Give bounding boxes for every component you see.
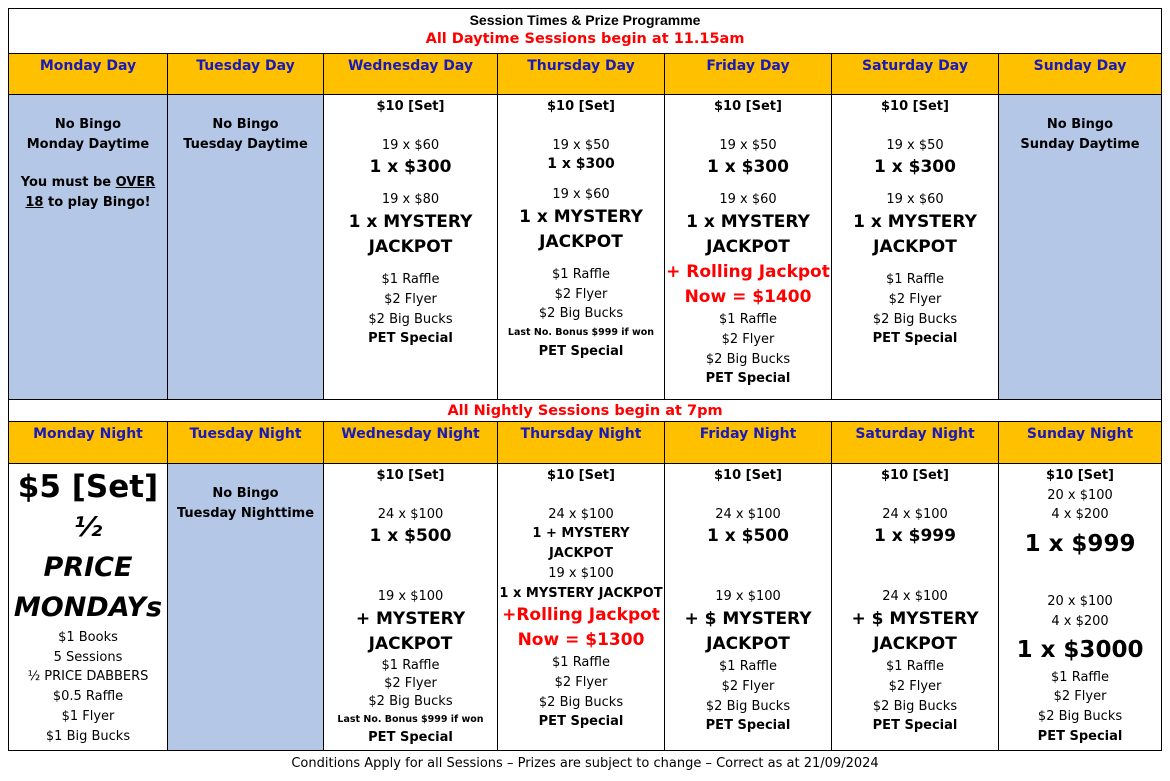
set-price: $10 [Set] (881, 468, 949, 483)
prize-line: 20 x $100 (1047, 487, 1113, 503)
big-bucks: $2 Big Bucks (1037, 708, 1123, 724)
big-bucks: $2 Big Bucks (705, 698, 791, 714)
no-bingo-label: No Bingo (212, 486, 279, 501)
closed-session-label: Tuesday Daytime (183, 136, 308, 152)
cell-monday-night (9, 464, 168, 751)
main-prize: 1 x $500 (707, 526, 789, 547)
header-wednesday-night: Wednesday Night (324, 422, 498, 464)
flyer: $2 Flyer (384, 676, 437, 692)
main-prize: 1 x $300 (874, 157, 956, 178)
cell-sunday-night (999, 464, 1162, 751)
main-prize: 1 x $999 (874, 526, 956, 547)
closed-session-label: Tuesday Nighttime (176, 505, 315, 521)
big-bucks: $2 Big Bucks (872, 311, 958, 327)
flyer: $2 Flyer (721, 678, 775, 694)
raffle: $1 Raffle (719, 312, 777, 328)
raffle: $1 Raffle (886, 272, 944, 288)
set-price: $10 [Set] (547, 468, 615, 483)
big-bucks: $2 Big Bucks (538, 694, 624, 710)
jackpot-line1: + MYSTERY (355, 609, 466, 630)
prize-line: 24 x $100 (377, 506, 444, 522)
rolling-jackpot: + Rolling Jackpot (666, 262, 830, 283)
prize-line: 19 x $50 (886, 137, 944, 153)
raffle: $1 Raffle (719, 659, 777, 675)
jackpot-line2: JACKPOT (368, 634, 453, 655)
pet-special: PET Special (368, 331, 453, 347)
set-price: $10 [Set] (376, 468, 445, 483)
header-sunday-night: Sunday Night (999, 422, 1162, 464)
big-bucks: $2 Big Bucks (872, 698, 958, 714)
header-saturday-day: Saturday Day (832, 54, 999, 95)
header-monday-day: Monday Day (9, 54, 168, 95)
jackpot-line1: 1 x MYSTERY (519, 206, 643, 227)
books-price: $1 Books (58, 630, 118, 645)
night-banner: All Nightly Sessions begin at 7pm (9, 400, 1162, 422)
flyer: $2 Flyer (554, 286, 608, 302)
price-label: PRICE (43, 552, 133, 583)
pet-special: PET Special (872, 718, 958, 734)
header-friday-day: Friday Day (665, 54, 832, 95)
cell-saturday-night (832, 464, 999, 751)
flyer: $2 Flyer (384, 291, 437, 307)
raffle: $1 Raffle (886, 659, 944, 675)
half-symbol: ½ (74, 512, 102, 543)
sessions-count: 5 Sessions (53, 649, 123, 665)
jackpot-line1: 1 x MYSTERY (348, 212, 473, 233)
last-number-bonus: Last No. Bonus $999 if won (507, 326, 655, 338)
age-notice-line1: You must be OVER (20, 175, 156, 191)
pet-special: PET Special (368, 730, 453, 746)
jackpot-line2: JACKPOT (706, 634, 790, 655)
prize-line: 19 x $100 (377, 589, 444, 605)
cell-sunday-day (999, 95, 1162, 400)
raffle: $1 Raffle (552, 655, 610, 671)
prize-line: 20 x $100 (1047, 594, 1113, 610)
jackpot-line2: JACKPOT (539, 231, 623, 252)
cell-tuesday-night (168, 464, 324, 751)
cell-tuesday-day (168, 95, 324, 400)
header-tuesday-night: Tuesday Night (168, 422, 324, 464)
cell-thursday-night (498, 464, 665, 751)
main-prize: 1 x $3000 (1016, 636, 1144, 663)
pet-special: PET Special (872, 331, 958, 347)
main-prize-line2: JACKPOT (549, 546, 613, 562)
prize-line: 19 x $60 (719, 192, 777, 208)
set-price: $10 [Set] (714, 99, 782, 114)
prize-line: 19 x $60 (381, 137, 440, 153)
jackpot-line1: 1 x MYSTERY (686, 212, 810, 233)
prize-line: 24 x $100 (548, 506, 614, 522)
header-wednesday-day: Wednesday Day (324, 54, 498, 95)
no-bingo-label: No Bingo (1046, 117, 1114, 132)
raffle: $1 Raffle (1051, 669, 1109, 685)
cell-thursday-day (498, 95, 665, 400)
jackpot-line2: JACKPOT (368, 237, 453, 258)
main-prize: 1 x $500 (369, 526, 452, 547)
flyer: $2 Flyer (1053, 689, 1107, 705)
footer-disclaimer: Conditions Apply for all Sessions – Prizes are subject to change – Correct as at 21/09/2024 (291, 756, 879, 771)
prize-line: 19 x $50 (552, 137, 610, 153)
prize-line: 19 x $60 (552, 187, 610, 203)
jackpot-line1: + $ MYSTERY (851, 609, 979, 630)
page-title: Session Times & Prize Programme (469, 12, 701, 28)
no-bingo-label: No Bingo (212, 117, 279, 132)
prize-line: 19 x $100 (548, 565, 614, 581)
big-bucks: $2 Big Bucks (368, 694, 453, 710)
pet-special: PET Special (538, 343, 624, 359)
header-tuesday-day: Tuesday Day (168, 54, 324, 95)
dabbers: ½ PRICE DABBERS (27, 669, 149, 685)
prize-line: 19 x $50 (719, 137, 777, 153)
jackpot-line2: JACKPOT (873, 634, 957, 655)
cell-friday-night (665, 464, 832, 751)
raffle: $1 Raffle (381, 272, 440, 288)
cell-monday-day (9, 95, 168, 400)
rolling-jackpot-amount: Now = $1400 (684, 287, 812, 308)
prize-line: 19 x $60 (886, 192, 944, 208)
set-price: $10 [Set] (881, 99, 949, 114)
main-prize-line1: 1 + MYSTERY (532, 526, 630, 542)
raffle: $1 Raffle (552, 266, 610, 282)
cell-friday-day (665, 95, 832, 400)
closed-session-label: Sunday Daytime (1020, 136, 1140, 152)
cell-saturday-day (832, 95, 999, 400)
pet-special: PET Special (1037, 728, 1123, 744)
prize-line: 24 x $100 (882, 506, 948, 522)
prize-line: 4 x $200 (1051, 507, 1109, 523)
flyer: $1 Flyer (61, 708, 115, 724)
flyer: $2 Flyer (554, 674, 608, 690)
programme-table (8, 8, 1162, 751)
header-thursday-day: Thursday Day (498, 54, 665, 95)
prize-line: 24 x $100 (882, 589, 948, 605)
rolling-jackpot: +Rolling Jackpot (502, 605, 660, 626)
closed-session-label: Monday Daytime (26, 136, 150, 152)
jackpot-line2: JACKPOT (706, 237, 790, 258)
pet-special: PET Special (538, 714, 624, 730)
mondays-label: MONDAYs (13, 592, 163, 623)
day-banner: All Daytime Sessions begin at 11.15am (425, 31, 745, 47)
rolling-jackpot-amount: Now = $1300 (517, 630, 645, 651)
prize-line: 4 x $200 (1051, 613, 1109, 629)
raffle: $1 Raffle (381, 658, 440, 674)
big-bucks: $2 Big Bucks (368, 311, 453, 327)
big-bucks: $2 Big Bucks (705, 351, 791, 367)
header-thursday-night: Thursday Night (498, 422, 665, 464)
set-price: $10 [Set] (376, 99, 445, 114)
prize-line: 19 x $100 (715, 589, 781, 605)
big-bucks: $1 Big Bucks (45, 728, 131, 744)
prize-line: 19 x $80 (381, 192, 440, 208)
pet-special: PET Special (705, 371, 791, 387)
header-monday-night: Monday Night (9, 422, 168, 464)
big-bucks: $2 Big Bucks (538, 306, 624, 322)
cell-wednesday-day (324, 95, 498, 400)
set-price: $10 [Set] (714, 468, 782, 483)
set-price: $10 [Set] (1046, 468, 1114, 483)
programme-table-wrapper (8, 8, 1161, 751)
main-prize: 1 x $300 (707, 157, 789, 178)
header-saturday-night: Saturday Night (832, 422, 999, 464)
jackpot-line2: JACKPOT (873, 237, 957, 258)
title-cell (9, 9, 1162, 54)
pet-special: PET Special (705, 718, 791, 734)
set-price: $10 [Set] (547, 99, 615, 114)
main-prize: 1 x $300 (369, 157, 452, 178)
prize-line: 24 x $100 (715, 506, 781, 522)
header-friday-night: Friday Night (665, 422, 832, 464)
jackpot-line: 1 x MYSTERY JACKPOT (499, 585, 663, 601)
jackpot-line1: + $ MYSTERY (684, 609, 812, 630)
flyer: $2 Flyer (721, 331, 775, 347)
cell-wednesday-night (324, 464, 498, 751)
flyer: $2 Flyer (888, 678, 942, 694)
header-sunday-day: Sunday Day (999, 54, 1162, 95)
jackpot-line1: 1 x MYSTERY (853, 212, 977, 233)
last-number-bonus: Last No. Bonus $999 if won (337, 714, 484, 726)
flyer: $2 Flyer (888, 291, 942, 307)
main-prize: 1 x $999 (1024, 531, 1136, 558)
age-notice-line2: 18 to play Bingo! (25, 195, 151, 211)
no-bingo-label: No Bingo (54, 117, 122, 132)
main-prize: 1 x $300 (547, 156, 615, 173)
raffle: $0.5 Raffle (52, 689, 124, 705)
half-price-set: $5 [Set] (17, 469, 159, 505)
